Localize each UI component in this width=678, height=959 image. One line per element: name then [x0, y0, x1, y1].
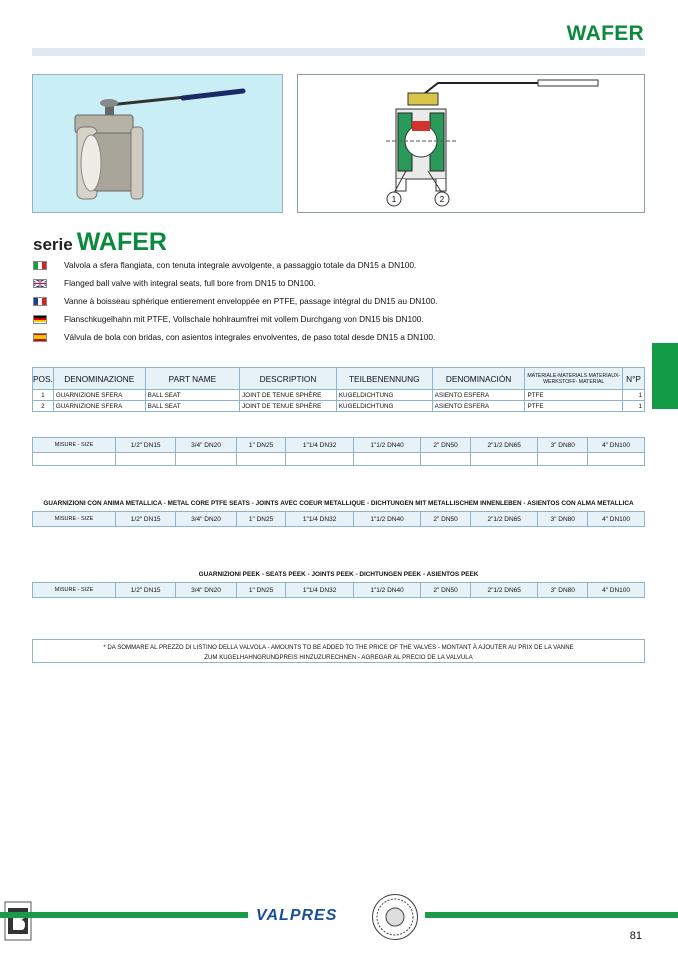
size-cell: 2" DN50	[421, 512, 471, 527]
price-row	[33, 453, 645, 466]
size-cell: 2" DN50	[421, 438, 471, 453]
size-header-row	[33, 583, 645, 598]
size-cell: 1/2" DN15	[116, 583, 176, 598]
note-line-1: * DA SOMMARE AL PREZZO DI LISTINO DELLA VALVOLA - AMOUNTS TO BE ADDED TO THE PRICE OF THE VALVES - MONTANT À AJOUTER AU PRIX DE LA VANNE	[103, 644, 574, 651]
cell: GUARNIZIONE SFERA	[53, 390, 145, 401]
page-title: WAFER	[566, 22, 644, 45]
size-cell: 3/4" DN20	[176, 438, 236, 453]
cell: PTFE	[525, 390, 623, 401]
size-table-metal-core	[32, 511, 645, 527]
series-title	[33, 228, 167, 257]
cell: 1	[33, 390, 54, 401]
size-cell: 3/4" DN20	[176, 583, 236, 598]
brand-logo: VALPRES	[256, 907, 338, 924]
cell: ASIENTO ESFERA	[432, 401, 525, 412]
note-line-2: ZUM KUGELHAHNGRUNDPREIS HINZUZURECHNEN - AGREGAR AL PRECIO DE LA VALVULA	[204, 654, 473, 661]
size-cell: 1"1/4 DN32	[286, 512, 353, 527]
header-np: N°P	[623, 368, 645, 390]
description-it	[33, 256, 633, 274]
size-cell: 1"1/2 DN40	[353, 438, 420, 453]
parts-table	[32, 367, 645, 412]
metal-core-section-title: GUARNIZIONI CON ANIMA METALLICA - METAL CORE PTFE SEATS - JOINTS AVEC COEUR METALLIQUE - DICHTUNGEN MIT METALLISCHEM INNENLEBEN - ASIENTOS CON ALMA METALLICA	[43, 500, 634, 507]
description-es	[33, 328, 633, 346]
size-cell: 2" DN50	[421, 583, 471, 598]
size-cell: 1"1/2 DN40	[353, 512, 420, 527]
size-cell: 1/2" DN15	[116, 512, 176, 527]
description-en	[33, 274, 633, 292]
cell: BALL SEAT	[145, 401, 239, 412]
uk-flag-icon	[33, 279, 47, 288]
description-text: Vanne à boisseau sphérique entierement enveloppée en PTFE, passage intégral du DN15 au DN100.	[64, 296, 438, 306]
size-table-peek	[32, 582, 645, 598]
technical-drawing	[297, 74, 645, 213]
footer-rule-left	[0, 912, 248, 918]
cell: PTFE	[525, 401, 623, 412]
header-part-name: PART NAME	[145, 368, 239, 390]
table-row	[33, 401, 645, 412]
size-cell: 1"1/2 DN40	[353, 583, 420, 598]
cell: GUARNIZIONE SFERA	[53, 401, 145, 412]
title-bar	[32, 48, 645, 56]
company-logo	[4, 901, 32, 941]
description-fr	[33, 292, 633, 310]
description-de	[33, 310, 633, 328]
size-cell: 2"1/2 DN65	[470, 438, 537, 453]
page-number: 81	[629, 930, 642, 942]
size-cell: 2"1/2 DN65	[470, 583, 537, 598]
size-cell: 3/4" DN20	[176, 512, 236, 527]
header-denominazione: DENOMINAZIONE	[53, 368, 145, 390]
header-teilbenennung: TEILBENENNUNG	[336, 368, 432, 390]
cell: 2	[33, 401, 54, 412]
quality-seal-icon	[372, 894, 418, 940]
size-cell: 1"1/4 DN32	[286, 438, 353, 453]
description-text: Válvula de bola con bridas, con asientos integrales envolventes, de paso total desde DN15 a DN100.	[64, 332, 436, 342]
size-cell: 4" DN100	[588, 583, 645, 598]
size-cell: 1" DN25	[236, 438, 286, 453]
product-photo	[32, 74, 283, 213]
cell: KUGELDICHTUNG	[336, 401, 432, 412]
size-table-standard	[32, 437, 645, 466]
size-cell: 1" DN25	[236, 512, 286, 527]
fr-flag-icon	[33, 297, 47, 306]
callout-2: 2	[439, 195, 445, 204]
cell: ASIENTO ESFERA	[432, 390, 525, 401]
callout-1: 1	[391, 195, 397, 204]
size-cell: 1" DN25	[236, 583, 286, 598]
size-cell: 3" DN80	[538, 512, 588, 527]
size-cell: 2"1/2 DN65	[470, 512, 537, 527]
size-cell: 3" DN80	[538, 438, 588, 453]
series-name: WAFER	[76, 228, 167, 256]
size-header-row	[33, 512, 645, 527]
series-prefix: serie	[33, 235, 73, 254]
header-description: DESCRIPTION	[240, 368, 337, 390]
cell: BALL SEAT	[145, 390, 239, 401]
size-label: MISURE - SIZE	[33, 512, 116, 527]
cell: JOINT DE TENUE SPHÈRE	[240, 390, 337, 401]
cell: JOINT DE TENUE SPHÈRE	[240, 401, 337, 412]
cell: 1	[623, 390, 645, 401]
size-cell: 1"1/4 DN32	[286, 583, 353, 598]
description-list	[33, 256, 633, 346]
es-flag-icon	[33, 333, 47, 342]
cell: KUGELDICHTUNG	[336, 390, 432, 401]
cell: 1	[623, 401, 645, 412]
table-row	[33, 390, 645, 401]
de-flag-icon	[33, 315, 47, 324]
size-cell: 4" DN100	[588, 438, 645, 453]
side-tab	[652, 343, 678, 409]
table-header-row	[33, 368, 645, 390]
it-flag-icon	[33, 261, 47, 270]
size-cell: 4" DN100	[588, 512, 645, 527]
footer-rule-right	[425, 912, 678, 918]
header-pos: POS.	[33, 368, 54, 390]
description-text: Flanschkugelhahn mit PTFE, Vollschale hohlraumfrei mit vollem Durchgang von DN15 bis DN100.	[64, 314, 424, 324]
size-cell: 3" DN80	[538, 583, 588, 598]
description-text: Valvola a sfera flangiata, con tenuta integrale avvolgente, a passaggio totale da DN15 a DN100.	[64, 260, 417, 270]
peek-section-title: GUARNIZIONI PEEK - SEATS PEEK - JOINTS PEEK - DICHTUNGEN PEEK - ASIENTOS PEEK	[198, 571, 479, 578]
size-header-row	[33, 438, 645, 453]
size-label: MISURE - SIZE	[33, 438, 116, 453]
size-label: MISURE - SIZE	[33, 583, 116, 598]
header-denominacion: DENOMINACIÓN	[432, 368, 525, 390]
price-note	[32, 639, 645, 663]
size-cell: 1/2" DN15	[116, 438, 176, 453]
description-text: Flanged ball valve with integral seats, full bore from DN15 to DN100.	[64, 278, 316, 288]
header-material: MATERIALE-MATERIALS MATERIAUX-WERKSTOFF- MATERIAL	[525, 368, 623, 390]
